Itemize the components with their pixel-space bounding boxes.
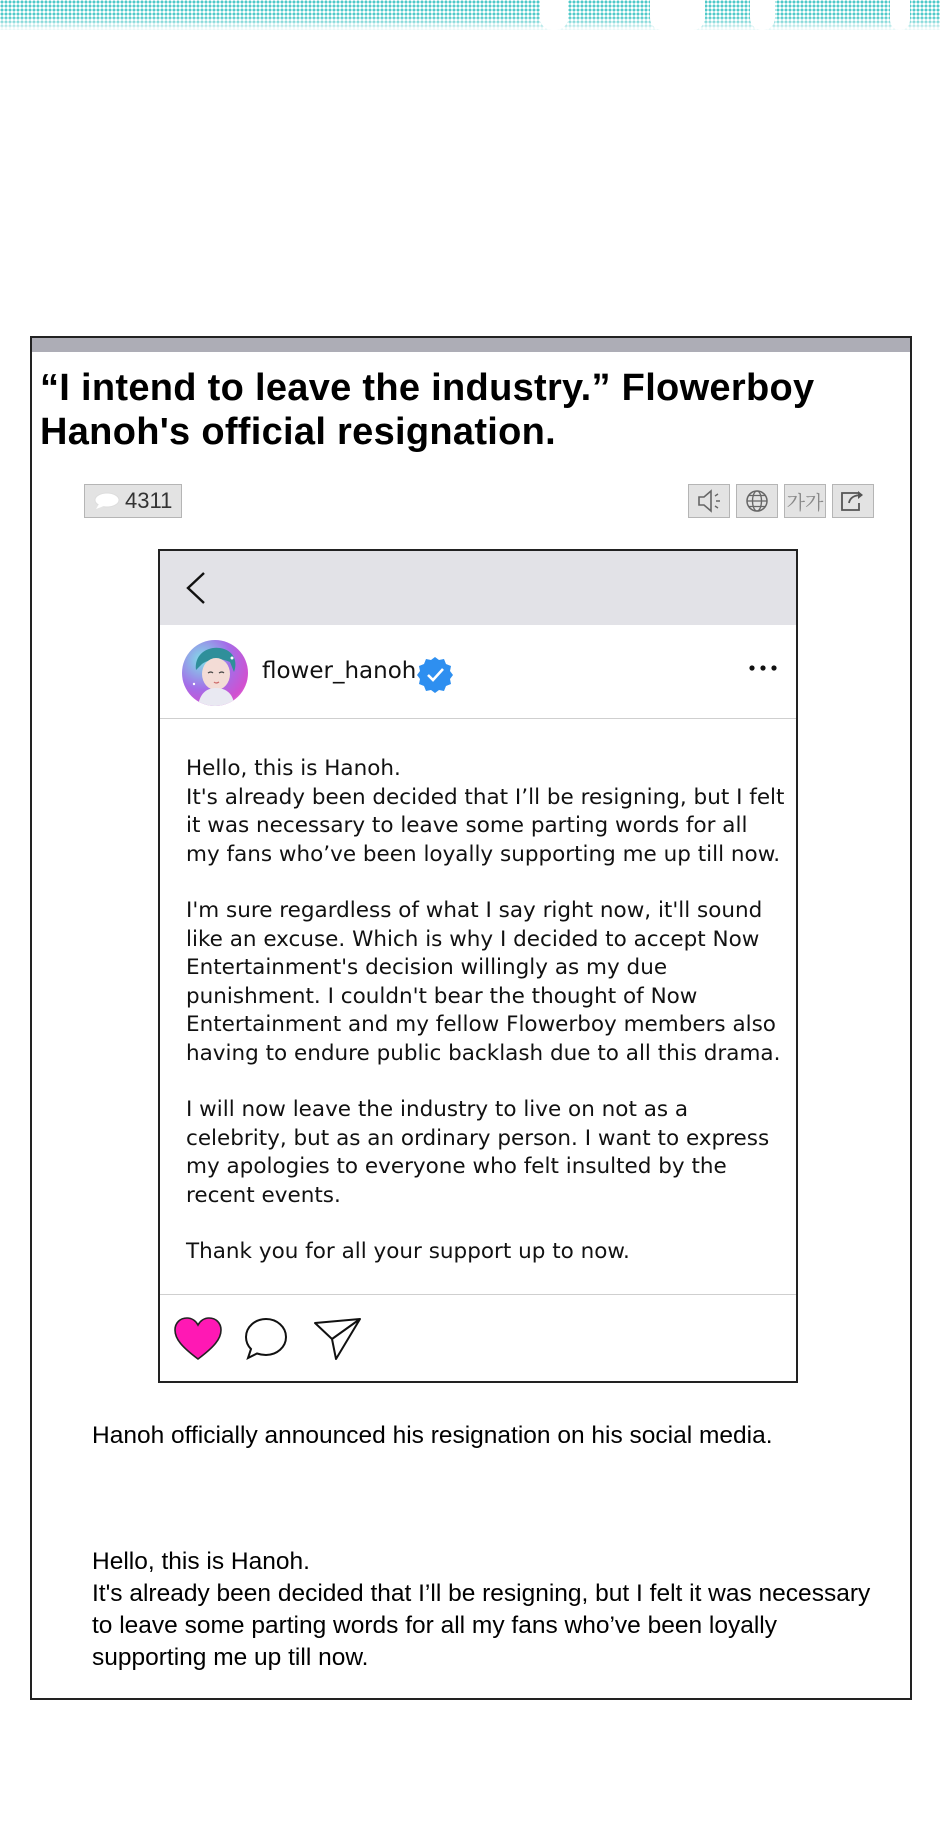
font-size-label: 가가 [786,491,824,514]
translate-button[interactable] [736,484,778,518]
strip-gap [540,0,568,30]
share-icon [839,488,867,514]
article-caption: Hanoh officially announced his resignation on his social media. [92,1422,773,1449]
strip-gap [750,0,775,30]
post-paragraph: Hello, this is Hanoh. It's already been decided that I’ll be resigning, but I felt it was necessary to leave some parting words for all my fans who’ve been loyally supporting me up till now. [186,756,785,867]
post-actions [160,1294,796,1382]
post-paragraph: I will now leave the industry to live on not as a celebrity, but as an ordinary person. I want to express my apologies to everyone who felt insulted by the recent events. [186,1097,770,1208]
share-button[interactable] [832,484,874,518]
more-options-icon[interactable] [748,663,778,673]
post-header [160,625,796,719]
article-excerpt: Hello, this is Hanoh. It's already been decided that I’ll be resigning, but I felt it was necessary to leave some parting words for all my fans who’ve been loyally supporting me up till now. [92,1548,871,1671]
comment-bubble-icon [93,492,121,510]
strip-gap [650,0,705,30]
heart-like-icon[interactable] [172,1315,224,1363]
article-headline: “I intend to leave the industry.” Flowerboy Hanoh's official resignation. [40,367,815,453]
listen-button[interactable] [688,484,730,518]
post-body [186,755,786,1295]
social-media-post [158,549,798,1383]
speaker-icon [695,488,723,514]
post-paragraph: Thank you for all your support up to now. [186,1239,630,1264]
post-nav-bar [160,551,796,625]
back-arrow-icon[interactable] [182,569,210,607]
halftone-top-strip [0,0,940,30]
article-top-bar [32,338,910,352]
verified-badge-icon [416,655,454,693]
font-size-button[interactable] [784,484,826,518]
comment-count-button[interactable] [84,484,182,518]
strip-fade [0,0,940,30]
send-icon[interactable] [312,1315,364,1363]
avatar[interactable] [182,640,248,706]
strip-gap [890,0,910,30]
post-paragraph: I'm sure regardless of what I say right now, it'll sound like an excuse. Which is why I decided to accept Now Entertainment's decision willingly as my due punishment. I couldn't bear the thought of Now Entertainment and my fellow Flowerboy members also having to endure public backlash due to all this drama. [186,898,781,1066]
news-article [30,336,912,1700]
comment-count: 4311 [125,488,173,513]
comment-icon[interactable] [242,1315,290,1363]
globe-icon [743,488,771,514]
avatar-portrait-icon [182,640,248,706]
post-username[interactable]: flower_hanoh [262,658,417,684]
